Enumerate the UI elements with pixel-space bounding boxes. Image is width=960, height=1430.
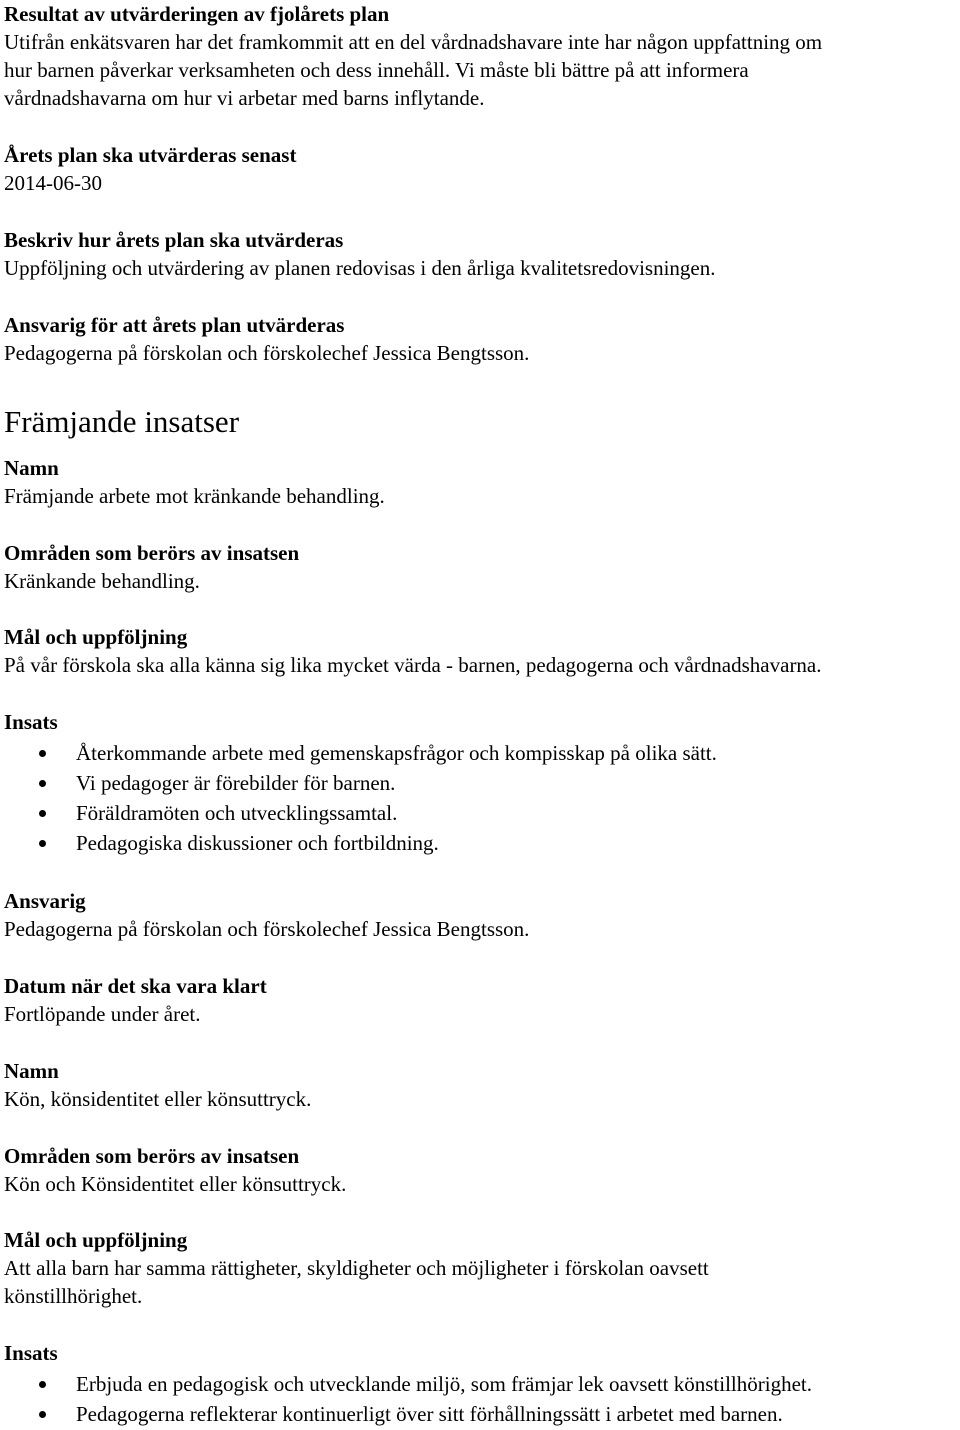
item-2-goal-line-2: könstillhörighet. [4,1284,143,1308]
item-1-areas-value: Kränkande behandling. [4,569,200,593]
section-title: Främjande insatser [4,404,240,439]
deadline-value: 2014-06-30 [4,171,102,195]
item-2-goal-label: Mål och uppföljning [4,1228,188,1252]
item-1-responsible-value: Pedagogerna på förskolan och förskolechef Jessica Bengtsson. [4,917,530,941]
item-1-goal-line-1: På vår förskola ska alla känna sig lika mycket värda - barnen, pedagogerna och vårdnadshavarna. [4,653,822,677]
responsible-eval-value: Pedagogerna på förskolan och förskolechef Jessica Bengtsson. [4,341,530,365]
item-2-areas-value: Kön och Könsidentitet eller könsuttryck. [4,1172,347,1196]
how-label: Beskriv hur årets plan ska utvärderas [4,228,344,252]
bullet-icon [39,750,46,757]
bullet-icon [39,840,46,847]
item-1-name-label: Namn [4,456,59,480]
item-2-goal-line-1: Att alla barn har samma rättigheter, skyldigheter och möjligheter i förskolan oavsett [4,1256,709,1280]
bullet-icon [39,780,46,787]
item-1-insats-label: Insats [4,710,58,734]
bullet-icon [39,1411,46,1418]
item-2-areas-label: Områden som berörs av insatsen [4,1144,300,1168]
deadline-label: Årets plan ska utvärderas senast [4,143,297,167]
how-value: Uppföljning och utvärdering av planen redovisas i den årliga kvalitetsredovisningen. [4,256,716,280]
bullet-icon [39,810,46,817]
item-1-areas-label: Områden som berörs av insatsen [4,541,300,565]
eval-body-line-2: hur barnen påverkar verksamheten och dess innehåll. Vi måste bli bättre på att informera [4,58,749,82]
item-1-responsible-label: Ansvarig [4,889,86,913]
responsible-eval-label: Ansvarig för att årets plan utvärderas [4,313,345,337]
item-1-name-value: Främjande arbete mot kränkande behandling. [4,484,385,508]
item-1-date-value: Fortlöpande under året. [4,1002,201,1026]
item-2-name-value: Kön, könsidentitet eller könsuttryck. [4,1087,312,1111]
item-1-date-label: Datum när det ska vara klart [4,974,267,998]
item-1-goal-label: Mål och uppföljning [4,625,188,649]
item-2-name-label: Namn [4,1059,59,1083]
item-2-insats-label: Insats [4,1341,58,1365]
eval-body-line-3: vårdnadshavarna om hur vi arbetar med barns inflytande. [4,86,485,110]
eval-body-line-1: Utifrån enkätsvaren har det framkommit att en del vårdnadshavare inte har någon uppfattning om [4,30,823,54]
bullet-icon [39,1381,46,1388]
eval-heading: Resultat av utvärderingen av fjolårets plan [4,2,390,26]
